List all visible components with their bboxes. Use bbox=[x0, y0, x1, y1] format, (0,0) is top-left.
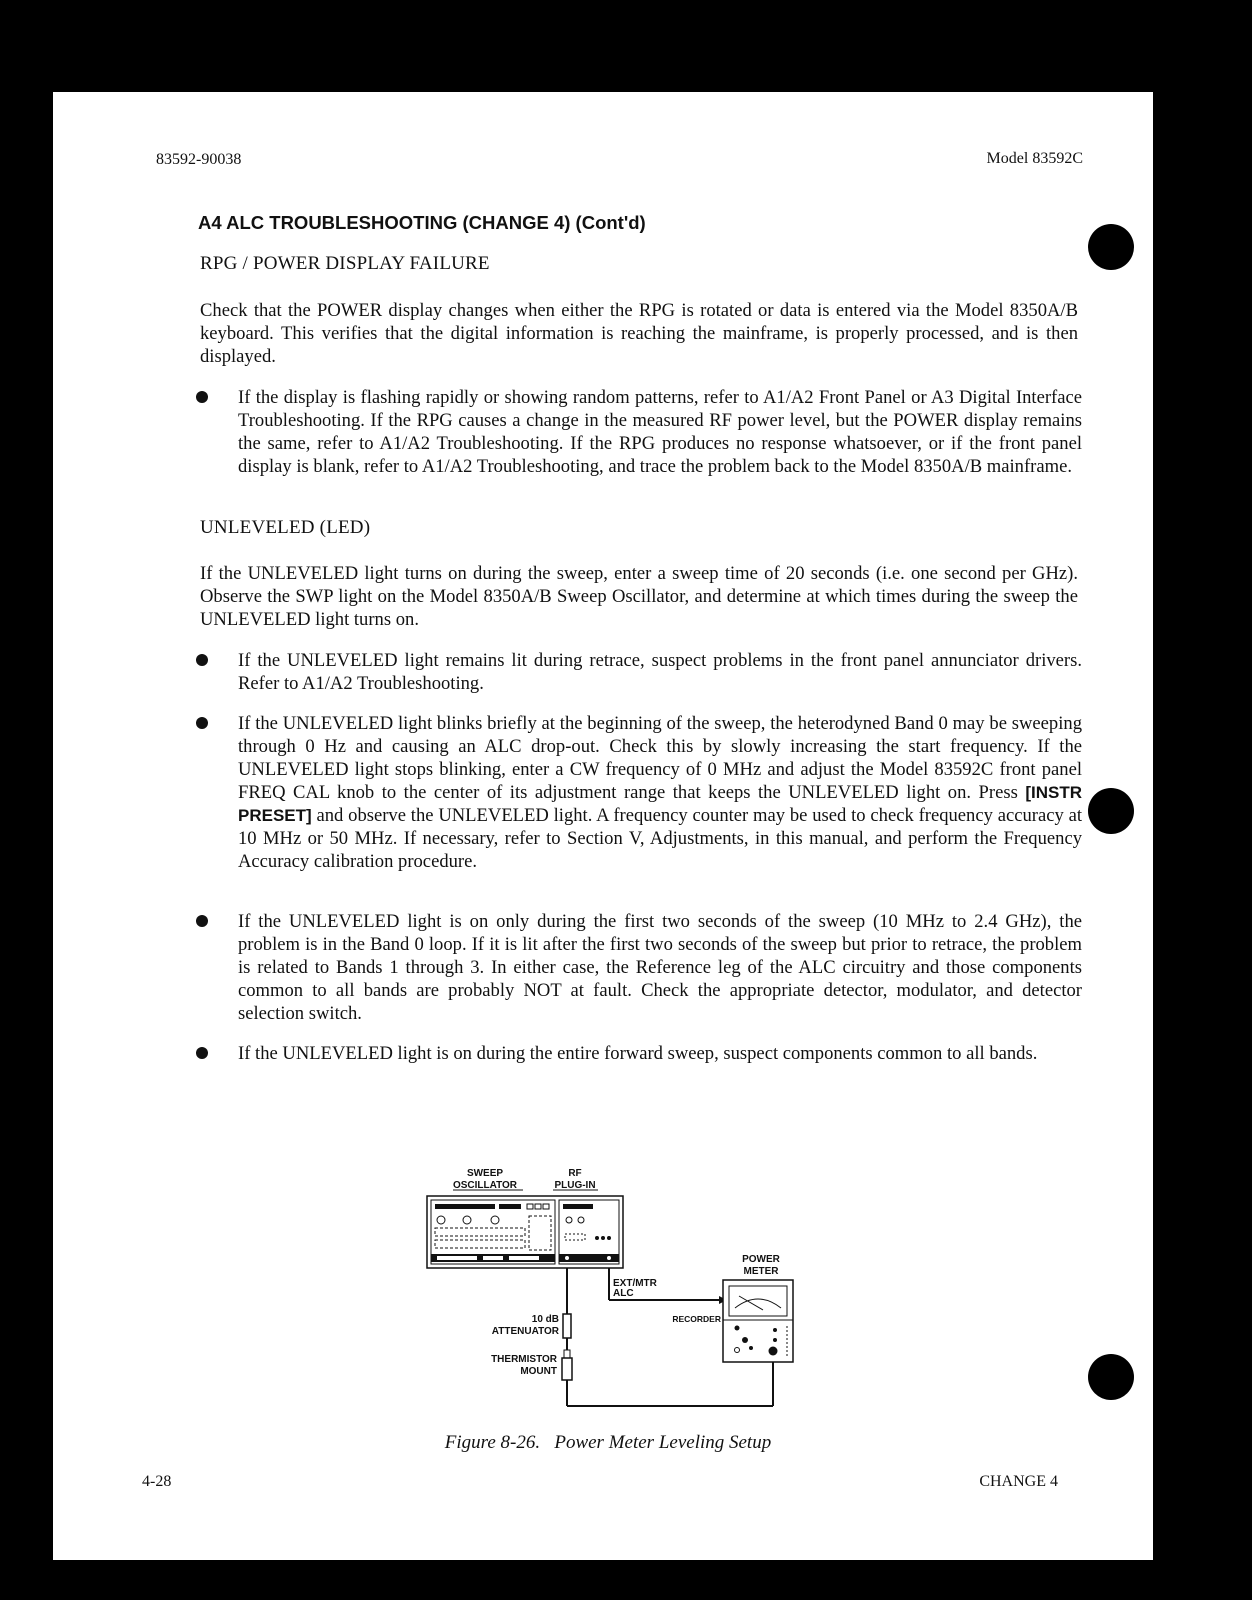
power-meter-instrument bbox=[723, 1280, 793, 1362]
label-rf-line2: PLUG-IN bbox=[554, 1180, 596, 1191]
heading-rpg-power-display-failure: RPG / POWER DISPLAY FAILURE bbox=[200, 253, 490, 274]
label-sweep-line2: OSCILLATOR bbox=[452, 1180, 518, 1191]
label-recorder: RECORDER bbox=[672, 1314, 721, 1324]
punch-hole-middle bbox=[1088, 788, 1134, 834]
bullet-dot bbox=[196, 717, 208, 729]
figure-caption: Figure 8-26. Power Meter Leveling Setup bbox=[444, 1432, 772, 1453]
label-alc: ALC bbox=[613, 1288, 634, 1299]
bullet-first-two-seconds: If the UNLEVELED light is on only during the first two seconds of the sweep (10 MHz to 2.4 GHz), the problem is in the Band 0 loop. If it is lit after the first two seconds of the sweep but prior to retrace, the problem is related to Bands 1 through 3. In either case, the Reference leg of the ALC circuitry and those components common to all bands are probably NOT at fault. Check the appropriate detector, modulator, and detector selection switch. bbox=[196, 910, 1082, 1025]
heading-unleveled-led: UNLEVELED (LED) bbox=[200, 517, 371, 538]
instr-preset-key: [INSTR PRESET] bbox=[238, 783, 1082, 825]
power-meter-leveling-diagram bbox=[423, 1162, 803, 1422]
bullet-text-part2: and observe the UNLEVELED light. A frequency counter may be used to check frequency accuracy at 10 MHz or 50 MHz. If necessary, refer to Section V, Adjustments, in this manual, and perform the Frequency Accuracy calibration procedure. bbox=[238, 805, 1082, 872]
label-rf-line1: RF bbox=[568, 1168, 582, 1179]
bullet-entire-sweep: If the UNLEVELED light is on during the entire forward sweep, suspect components common to all bands. bbox=[196, 1042, 1082, 1065]
label-power-meter-line1: POWER bbox=[742, 1254, 780, 1265]
document-number: 83592-90038 bbox=[156, 151, 242, 168]
bullet-blinks-briefly bbox=[196, 712, 1082, 873]
model-number: Model 83592C bbox=[986, 150, 1083, 167]
bullet-dot bbox=[196, 654, 208, 666]
bullet-dot bbox=[196, 391, 208, 403]
change-number: CHANGE 4 bbox=[979, 1473, 1058, 1490]
manual-page bbox=[53, 92, 1153, 1560]
bullet-dot bbox=[196, 1047, 208, 1059]
label-power-meter-line2: METER bbox=[743, 1266, 779, 1277]
label-ext-mtr: EXT/MTR bbox=[613, 1278, 657, 1289]
punch-hole-bottom bbox=[1088, 1354, 1134, 1400]
bullet-text-part1: If the UNLEVELED light blinks briefly at the beginning of the sweep, the heterodyned Band 0 may be sweeping through 0 Hz and causing an ALC drop-out. Check this by slowly increasing the start frequency. If the UNLEVELED light stops blinking, enter a CW frequency of 0 MHz and adjust the Model 83592C front panel FREQ CAL knob to the center of its adjustment range that keeps the UNLEVELED light on. Press bbox=[238, 713, 1082, 803]
bullet-dot bbox=[196, 915, 208, 927]
section-title: A4 ALC TROUBLESHOOTING (CHANGE 4) (Cont'd) bbox=[198, 212, 646, 233]
label-sweep-line1: SWEEP bbox=[466, 1168, 504, 1179]
sweep-oscillator-instrument bbox=[427, 1196, 623, 1268]
thermistor-mount-block bbox=[562, 1358, 572, 1380]
attenuator-block bbox=[563, 1314, 571, 1338]
page-number: 4-28 bbox=[142, 1473, 172, 1490]
punch-hole-top bbox=[1088, 224, 1134, 270]
label-thermistor-line1: THERMISTOR bbox=[491, 1354, 557, 1365]
paragraph-unleveled-intro: If the UNLEVELED light turns on during the sweep, enter a sweep time of 20 seconds (i.e. one second per GHz). Observe the SWP light on the Model 8350A/B Sweep Oscillator, and determine at which times during the sweep the UNLEVELED light turns on. bbox=[200, 563, 1078, 630]
bullet-display-flashing: If the display is flashing rapidly or showing random patterns, refer to A1/A2 Front Panel or A3 Digital Interface Troubleshooting. If the RPG causes a change in the measured RF power level, but the POWER display remains the same, refer to A1/A2 Troubleshooting. If the RPG produces no response whatsoever, or if the front panel display is blank, refer to A1/A2 Troubleshooting, and trace the problem back to the Model 8350A/B mainframe. bbox=[196, 386, 1082, 478]
label-attenuator-line1: 10 dB bbox=[531, 1314, 559, 1325]
label-thermistor-line2: MOUNT bbox=[520, 1366, 557, 1377]
label-attenuator-line2: ATTENUATOR bbox=[491, 1326, 559, 1337]
paragraph-rpg-check: Check that the POWER display changes when either the RPG is rotated or data is entered via the Model 8350A/B keyboard. This verifies that the digital information is reaching the mainframe, is properly processed, and is then displayed. bbox=[200, 300, 1078, 367]
bullet-retrace: If the UNLEVELED light remains lit during retrace, suspect problems in the front panel annunciator drivers. Refer to A1/A2 Troubleshooting. bbox=[196, 649, 1082, 695]
